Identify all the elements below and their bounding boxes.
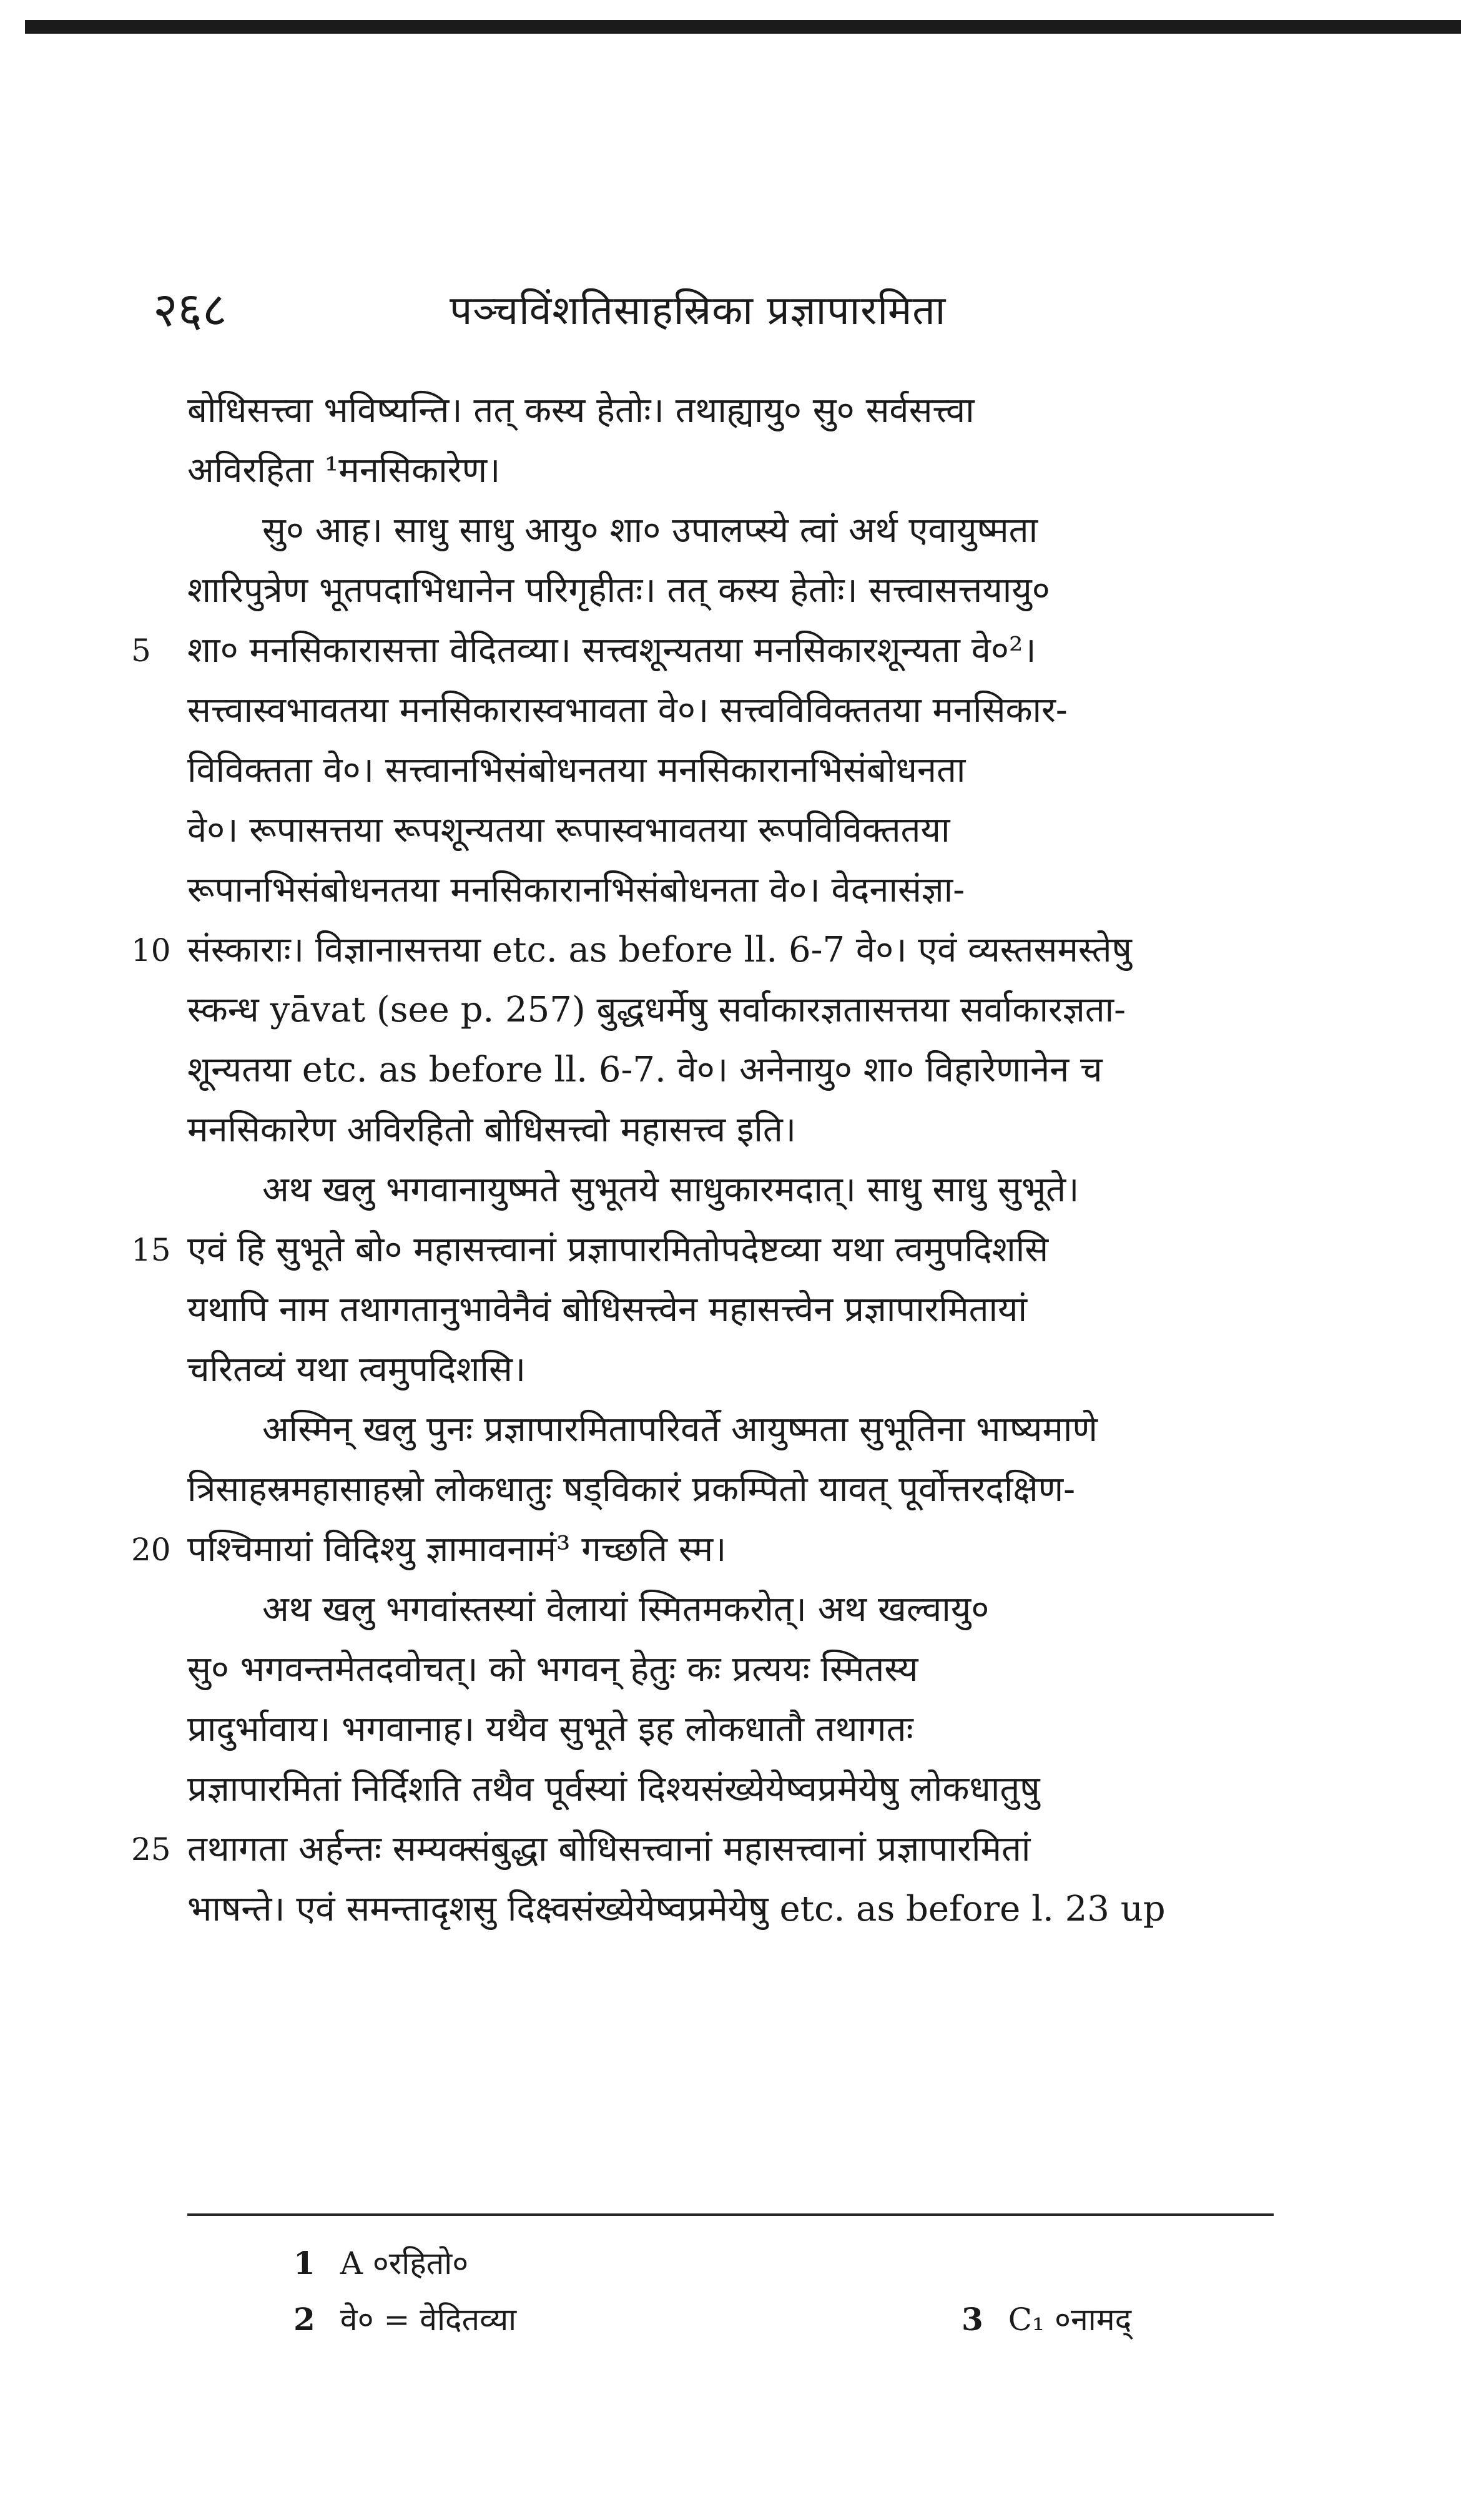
line-number: 20 xyxy=(131,1532,171,1568)
text-line: शारिपुत्रेण भूतपदाभिधानेन परिगृहीतः। तत् कस्य हेतोः। सत्त्वासत्तयायु० xyxy=(187,570,1050,611)
text-line: तथागता अर्हन्तः सम्यक्संबुद्धा बोधिसत्त्वानां महासत्त्वानां प्रज्ञापारमितां xyxy=(187,1829,1031,1869)
text-line: सत्त्वास्वभावतया मनसिकारास्वभावता वे०। सत्त्वविविक्ततया मनसिकार- xyxy=(187,690,1068,731)
footnote xyxy=(962,2298,1131,2341)
line-number: 25 xyxy=(131,1831,171,1868)
text-line: अविरहिता ¹मनसिकारेण। xyxy=(187,450,501,491)
page-number: २६८ xyxy=(153,282,227,337)
footnote-number: 1 xyxy=(293,2245,315,2281)
text-line: अस्मिन् खलु पुनः प्रज्ञापारमितापरिवर्ते आयुष्मता सुभूतिना भाष्यमाणे xyxy=(262,1409,1098,1450)
footnote-text: C₁ ०नामद् xyxy=(1008,2301,1132,2338)
footnote xyxy=(293,2242,468,2285)
line-number: 5 xyxy=(131,632,151,669)
text-line: अथ खलु भगवांस्तस्यां वेलायां स्मितमकरोत्। अथ खल्वायु० xyxy=(262,1589,990,1630)
text-line: सु० भगवन्तमेतदवोचत्। को भगवन् हेतुः कः प्रत्ययः स्मितस्य xyxy=(187,1649,918,1690)
running-title: पञ्चविंशतिसाहस्रिका प्रज्ञापारमिता xyxy=(450,288,947,334)
footnote-number: 3 xyxy=(962,2301,983,2338)
text-line: अथ खलु भगवानायुष्मते सुभूतये साधुकारमदात्। साधु साधु सुभूते। xyxy=(262,1169,1080,1210)
footnote xyxy=(293,2298,516,2341)
text-line: मनसिकारेण अविरहितो बोधिसत्त्वो महासत्त्व इति। xyxy=(187,1110,797,1150)
text-line: त्रिसाहस्रमहासाहस्रो लोकधातुः षड्विकारं प्रकम्पितो यावत् पूर्वोत्तरदक्षिण- xyxy=(187,1469,1076,1510)
text-line: पश्चिमायां विदिश्यु ज्ञामावनामं³ गच्छति स्म। xyxy=(187,1529,727,1570)
text-line: वे०। रूपासत्तया रूपशून्यतया रूपास्वभावतया रूपविविक्ततया xyxy=(187,810,950,850)
text-line: भाषन्ते। एवं समन्तादृशसु दिक्ष्वसंख्येयेष्वप्रमेयेषु etc. as before l. 23 up xyxy=(187,1889,1166,1929)
footnote-number: 2 xyxy=(293,2301,315,2338)
text-line: चरितव्यं यथा त्वमुपदिशसि। xyxy=(187,1349,526,1390)
text-line: संस्काराः। विज्ञानासत्तया etc. as before ll. 6-7 वे०। एवं व्यस्तसमस्तेषु xyxy=(187,930,1132,970)
footnote-rule xyxy=(187,2213,1274,2216)
footnote-text: A ०रहितो० xyxy=(340,2245,469,2281)
text-line: शून्यतया etc. as before ll. 6-7. वे०। अनेनायु० शा० विहारेणानेन च xyxy=(187,1050,1103,1090)
text-line: प्रज्ञापारमितां निर्दिशति तथैव पूर्वस्यां दिश्यसंख्येयेष्वप्रमेयेषु लोकधातुषु xyxy=(187,1769,1040,1809)
text-line: रूपानभिसंबोधनतया मनसिकारानभिसंबोधनता वे०। वेदनासंज्ञा- xyxy=(187,870,965,910)
line-number: 10 xyxy=(131,932,171,968)
footnote-text: वे० = वेदितव्या xyxy=(340,2301,517,2338)
text-line: बोधिसत्त्वा भविष्यन्ति। तत् कस्य हेतोः। तथाह्यायु० सु० सर्वसत्त्वा xyxy=(187,390,975,431)
text-line: एवं हि सुभूते बो० महासत्त्वानां प्रज्ञापारमितोपदेष्टव्या यथा त्वमुपदिशसि xyxy=(187,1229,1049,1270)
text-line: विविक्तता वे०। सत्त्वानभिसंबोधनतया मनसिकारानभिसंबोधनता xyxy=(187,750,966,790)
text-line: शा० मनसिकारासत्ता वेदितव्या। सत्त्वशून्यतया मनसिकारशून्यता वे०²। xyxy=(187,630,1036,671)
text-line: सु० आह। साधु साधु आयु० शा० उपालप्स्ये त्वां अर्थ एवायुष्मता xyxy=(262,510,1038,551)
line-number: 15 xyxy=(131,1232,171,1268)
top-border-rule xyxy=(25,20,1461,34)
text-line: स्कन्ध yāvat (see p. 257) बुद्धधर्मेषु सर्वाकारज्ञतासत्तया सर्वाकारज्ञता- xyxy=(187,990,1126,1030)
text-line: यथापि नाम तथागतानुभावेनैवं बोधिसत्त्वेन महासत्त्वेन प्रज्ञापारमितायां xyxy=(187,1289,1028,1330)
text-line: प्रादुर्भावाय। भगवानाह। यथैव सुभूते इह लोकधातौ तथागतः xyxy=(187,1709,913,1750)
